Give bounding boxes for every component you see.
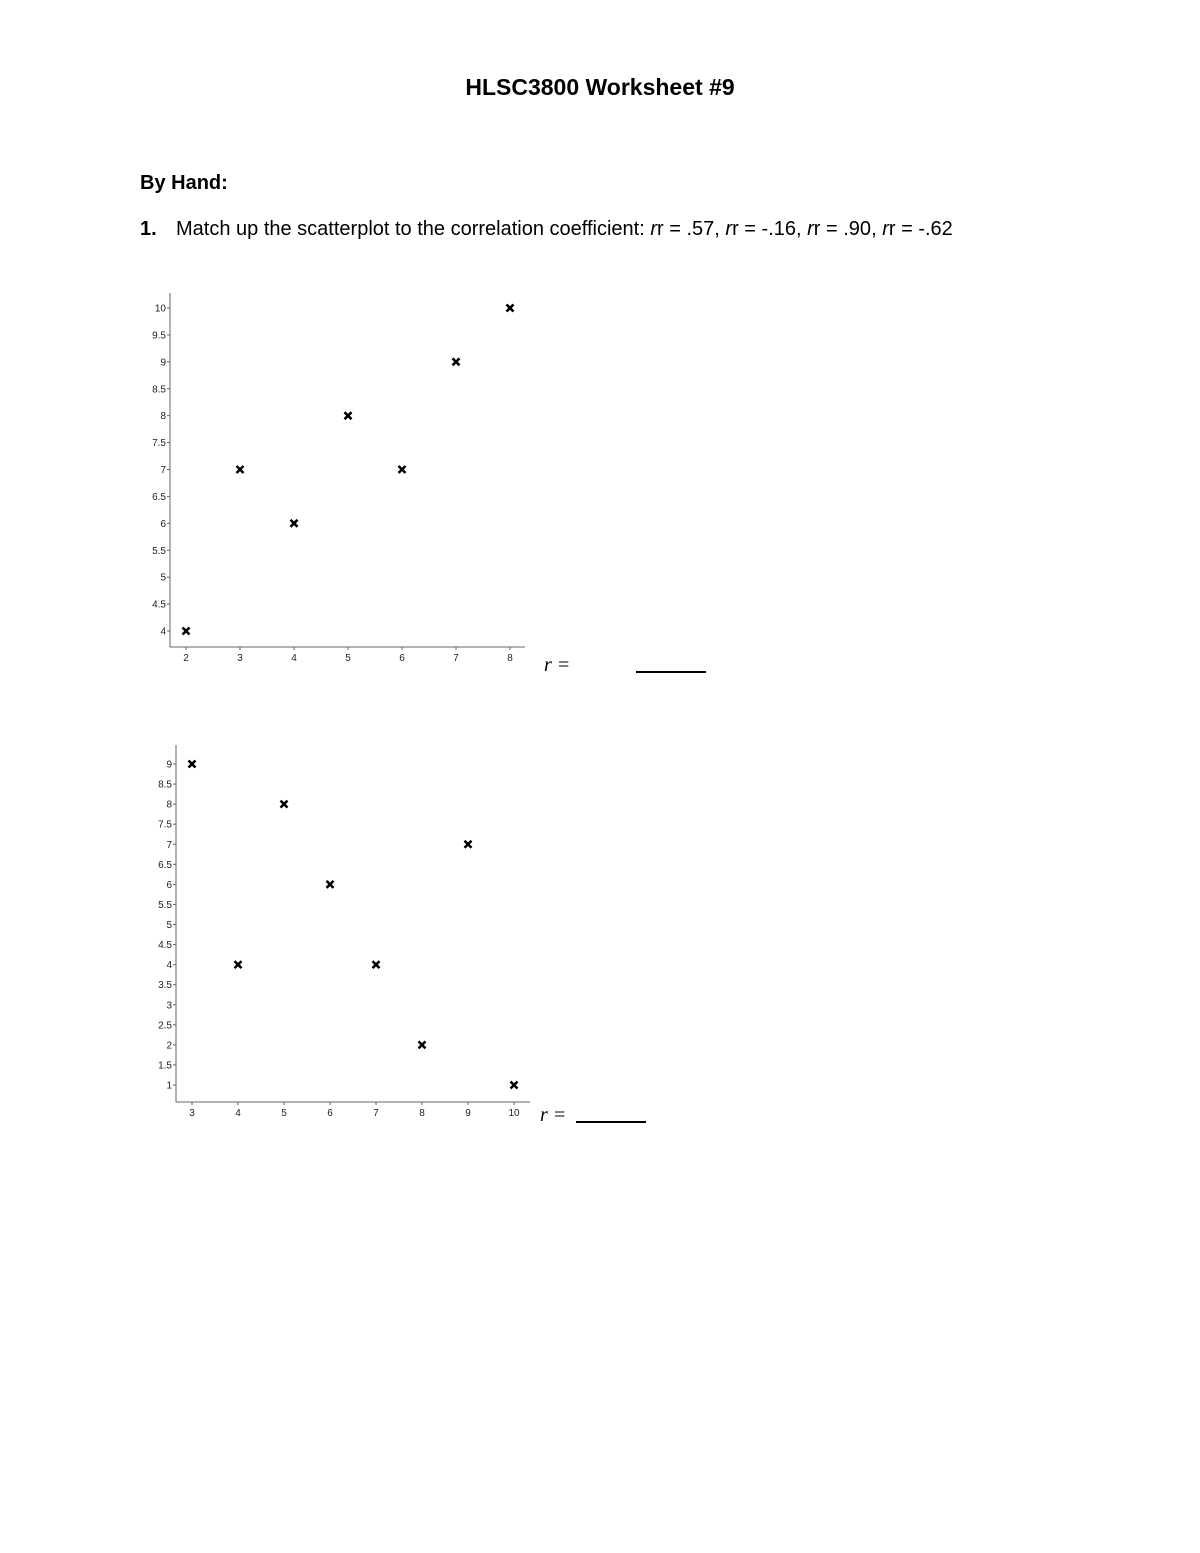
- x-tick-label: 6: [399, 653, 405, 664]
- x-tick-label: 4: [235, 1108, 241, 1119]
- data-point: [237, 466, 244, 473]
- data-point: [345, 412, 352, 419]
- x-tick-label: 2: [183, 653, 189, 664]
- y-tick-label: 5: [160, 572, 166, 584]
- answer-label: r =: [540, 1104, 567, 1126]
- option-2: rr = -.16: [725, 218, 796, 240]
- y-tick-label: 9.5: [152, 330, 166, 342]
- answer-label: r =: [544, 654, 571, 676]
- y-tick-label: 2.5: [158, 1020, 172, 1032]
- data-point: [453, 358, 460, 365]
- x-tick-label: 3: [189, 1108, 195, 1119]
- question-number: 1.: [140, 218, 157, 240]
- x-tick-label: 5: [345, 653, 351, 664]
- data-point: [235, 961, 242, 968]
- data-point: [281, 801, 288, 808]
- data-point: [189, 761, 196, 768]
- data-point: [465, 841, 472, 848]
- y-tick-label: 6: [166, 879, 172, 891]
- option-3: rr = .90: [807, 218, 872, 240]
- scatterplot-1: [140, 290, 540, 670]
- x-tick-label: 9: [465, 1108, 471, 1119]
- y-tick-label: 7.5: [158, 819, 172, 831]
- data-point: [419, 1041, 426, 1048]
- y-tick-label: 6.5: [152, 491, 166, 503]
- scatterplot-2: [140, 740, 540, 1120]
- y-tick-label: 6: [160, 518, 166, 530]
- question-text: Match up the scatterplot to the correlation coefficient:: [176, 218, 651, 240]
- data-point: [291, 520, 298, 527]
- y-tick-label: 5: [166, 920, 172, 931]
- answer-blank[interactable]: [636, 651, 706, 673]
- data-point: [511, 1082, 518, 1089]
- x-tick-label: 10: [508, 1108, 520, 1119]
- answer-blank[interactable]: [576, 1101, 646, 1123]
- answer-line-2: [540, 1101, 646, 1127]
- page-title: HLSC3800 Worksheet #9: [465, 74, 735, 100]
- y-tick-label: 1: [166, 1080, 172, 1092]
- y-tick-label: 1.5: [158, 1060, 172, 1072]
- data-point: [183, 628, 190, 635]
- x-tick-label: 3: [237, 653, 243, 664]
- x-tick-label: 6: [327, 1108, 333, 1119]
- y-tick-label: 5.5: [158, 899, 172, 911]
- data-point: [373, 961, 380, 968]
- y-tick-label: 3: [166, 1000, 172, 1012]
- y-tick-label: 2: [166, 1040, 172, 1052]
- y-tick-label: 6.5: [158, 859, 172, 871]
- option-1: rr = .57: [650, 218, 715, 240]
- y-tick-label: 5.5: [152, 545, 166, 557]
- y-tick-label: 3.5: [158, 980, 172, 992]
- x-tick-label: 4: [291, 653, 297, 664]
- x-tick-label: 7: [373, 1108, 379, 1119]
- section-heading: By Hand:: [140, 172, 228, 194]
- x-tick-label: 5: [281, 1108, 287, 1119]
- y-tick-label: 8.5: [158, 779, 172, 791]
- option-4: rr = -.62: [882, 218, 953, 240]
- y-tick-label: 8.5: [152, 384, 166, 396]
- y-tick-label: 7.5: [152, 438, 166, 450]
- y-tick-label: 9: [160, 357, 166, 369]
- y-tick-label: 9: [166, 759, 172, 771]
- y-tick-label: 4.5: [158, 940, 172, 952]
- y-tick-label: 8: [160, 411, 166, 423]
- y-tick-label: 4: [166, 960, 172, 972]
- y-tick-label: 7: [166, 839, 172, 851]
- data-point: [399, 466, 406, 473]
- y-tick-label: 4: [160, 626, 166, 638]
- answer-line-1: [544, 651, 706, 677]
- y-tick-label: 4.5: [152, 599, 166, 611]
- y-tick-label: 10: [154, 303, 166, 315]
- x-tick-label: 8: [419, 1108, 425, 1119]
- data-point: [327, 881, 334, 888]
- data-point: [507, 305, 514, 312]
- y-tick-label: 8: [166, 799, 172, 811]
- x-tick-label: 8: [507, 653, 513, 664]
- question-1: 1. Match up the scatterplot to the correlation coefficient: rr = .57, rr = -.16, rr = .90, rr = -.62: [140, 218, 953, 240]
- y-tick-label: 7: [160, 465, 166, 476]
- x-tick-label: 7: [453, 653, 459, 664]
